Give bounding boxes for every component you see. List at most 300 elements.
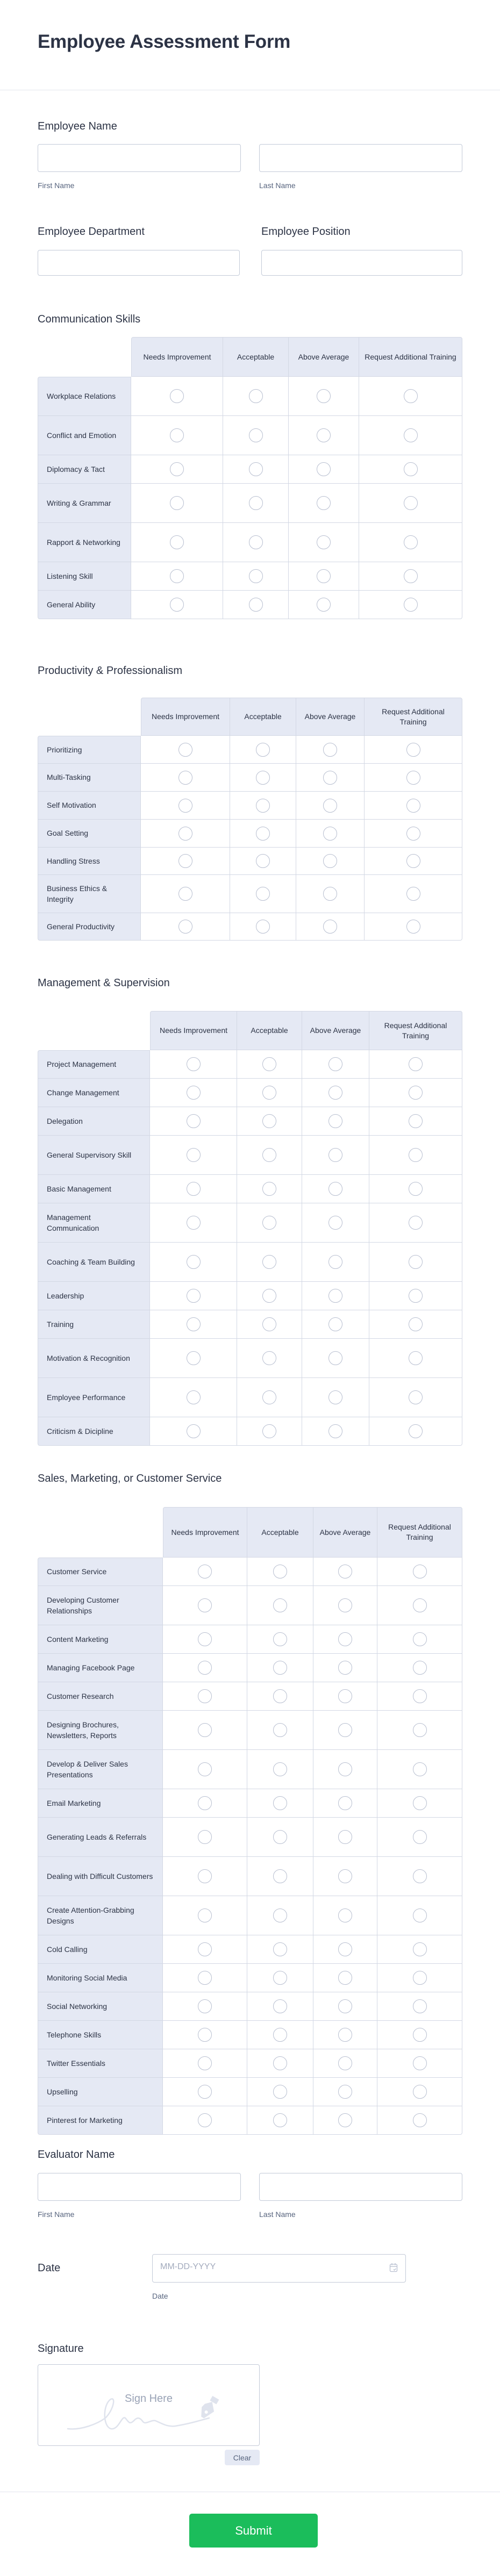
rating-radio[interactable]	[256, 827, 270, 841]
rating-radio[interactable]	[409, 1390, 423, 1404]
rating-radio[interactable]	[323, 920, 337, 934]
rating-radio[interactable]	[404, 428, 418, 442]
rating-radio[interactable]	[187, 1424, 201, 1438]
matrix-header-row	[38, 1011, 462, 1050]
rating-radio[interactable]	[409, 1216, 423, 1230]
rating-radio[interactable]	[273, 1661, 287, 1675]
row-label: Motivation & Recognition	[38, 1339, 150, 1378]
rating-radio[interactable]	[338, 1632, 352, 1646]
rating-radio[interactable]	[413, 1598, 427, 1612]
submit-button[interactable]: Submit	[189, 2514, 318, 2548]
clear-signature-button[interactable]: Clear	[225, 2450, 260, 2465]
rating-radio[interactable]	[409, 1289, 423, 1303]
matrix-cell	[247, 1625, 313, 1654]
row-label: General Productivity	[38, 913, 141, 941]
rating-radio[interactable]	[198, 1999, 212, 2013]
rating-radio[interactable]	[198, 1632, 212, 1646]
matrix-cell	[359, 455, 462, 484]
evaluator-name-label: Evaluator Name	[38, 2149, 115, 2161]
rating-radio[interactable]	[198, 1971, 212, 1985]
rating-radio[interactable]	[328, 1182, 342, 1196]
rating-radio[interactable]	[404, 462, 418, 476]
rating-radio[interactable]	[262, 1182, 276, 1196]
rating-radio[interactable]	[413, 1999, 427, 2013]
rating-radio[interactable]	[178, 887, 192, 901]
matrix-row	[38, 1050, 462, 1079]
rating-radio[interactable]	[338, 1869, 352, 1883]
rating-radio[interactable]	[323, 887, 337, 901]
rating-radio[interactable]	[338, 1830, 352, 1844]
matrix-cell	[247, 1818, 313, 1857]
employee-position-input[interactable]	[261, 250, 462, 276]
matrix-row	[38, 736, 462, 764]
matrix-cell	[223, 455, 289, 484]
matrix-cell	[131, 591, 223, 619]
rating-radio[interactable]	[413, 1942, 427, 1956]
rating-radio[interactable]	[404, 569, 418, 583]
matrix-cell	[313, 1654, 377, 1682]
matrix-row	[38, 1654, 462, 1682]
rating-radio[interactable]	[262, 1255, 276, 1269]
rating-radio[interactable]	[409, 1255, 423, 1269]
rating-radio[interactable]	[317, 535, 331, 549]
row-label: Leadership	[38, 1282, 150, 1310]
matrix-cell	[313, 2049, 377, 2078]
rating-radio[interactable]	[273, 2085, 287, 2099]
rating-radio[interactable]	[323, 827, 337, 841]
rating-radio[interactable]	[178, 743, 192, 757]
rating-radio[interactable]	[198, 2113, 212, 2127]
row-label: Designing Brochures, Newsletters, Reports	[38, 1711, 163, 1750]
column-header: Above Average	[313, 1507, 377, 1558]
row-label: Project Management	[38, 1050, 150, 1079]
matrix-cell	[162, 1750, 247, 1789]
matrix-cell	[302, 1282, 369, 1310]
rating-radio[interactable]	[406, 854, 420, 868]
matrix-row	[38, 377, 462, 416]
rating-radio[interactable]	[406, 827, 420, 841]
rating-radio[interactable]	[328, 1317, 342, 1331]
rating-radio[interactable]	[328, 1114, 342, 1128]
matrix-cell	[313, 2106, 377, 2135]
evaluator-first-name-input[interactable]	[38, 2173, 241, 2201]
rating-radio[interactable]	[262, 1114, 276, 1128]
matrix-cell	[230, 848, 296, 875]
rating-radio[interactable]	[187, 1216, 201, 1230]
column-header: Needs Improvement	[150, 1011, 237, 1050]
rating-radio[interactable]	[338, 1762, 352, 1776]
evaluator-last-name-sublabel: Last Name	[259, 2210, 296, 2219]
matrix-cell	[288, 562, 359, 591]
rating-radio[interactable]	[198, 2056, 212, 2070]
rating-radio[interactable]	[273, 2113, 287, 2127]
matrix-cell	[302, 1079, 369, 1107]
rating-radio[interactable]	[170, 389, 184, 403]
rating-radio[interactable]	[170, 598, 184, 612]
rating-radio[interactable]	[406, 799, 420, 813]
matrix-cell	[296, 875, 365, 913]
matrix-cell	[313, 1750, 377, 1789]
rating-radio[interactable]	[317, 569, 331, 583]
rating-radio[interactable]	[328, 1390, 342, 1404]
column-header: Request Additional Training	[359, 337, 462, 377]
rating-radio[interactable]	[262, 1317, 276, 1331]
rating-radio[interactable]	[256, 771, 270, 785]
rating-radio[interactable]	[249, 569, 263, 583]
rating-radio[interactable]	[178, 799, 192, 813]
row-label: Change Management	[38, 1079, 150, 1107]
rating-radio[interactable]	[323, 799, 337, 813]
row-label: Goal Setting	[38, 820, 141, 848]
rating-radio[interactable]	[338, 1689, 352, 1703]
rating-radio[interactable]	[187, 1390, 201, 1404]
rating-radio[interactable]	[262, 1148, 276, 1162]
employee-first-name-input[interactable]	[38, 144, 241, 172]
form-title: Employee Assessment Form	[38, 31, 291, 52]
rating-radio[interactable]	[338, 1999, 352, 2013]
rating-radio[interactable]	[338, 2085, 352, 2099]
matrix-cell	[140, 875, 230, 913]
row-label: General Ability	[38, 591, 131, 619]
column-header: Request Additional Training	[377, 1507, 462, 1558]
rating-radio[interactable]	[273, 1908, 287, 1922]
rating-radio[interactable]	[328, 1148, 342, 1162]
matrix-cell	[223, 416, 289, 455]
matrix-row	[38, 913, 462, 941]
rating-radio[interactable]	[198, 1565, 212, 1578]
rating-radio[interactable]	[178, 771, 192, 785]
rating-radio[interactable]	[170, 535, 184, 549]
employee-last-name-input[interactable]	[259, 144, 462, 172]
rating-radio[interactable]	[338, 1565, 352, 1578]
matrix-row	[38, 1107, 462, 1136]
rating-radio[interactable]	[256, 887, 270, 901]
matrix-row	[38, 1310, 462, 1339]
rating-radio[interactable]	[187, 1255, 201, 1269]
rating-radio[interactable]	[262, 1351, 276, 1365]
rating-radio[interactable]	[198, 1942, 212, 1956]
rating-radio[interactable]	[406, 887, 420, 901]
rating-radio[interactable]	[404, 598, 418, 612]
rating-radio[interactable]	[338, 1971, 352, 1985]
matrix-cell	[162, 1896, 247, 1935]
rating-radio[interactable]	[413, 1723, 427, 1737]
rating-radio[interactable]	[273, 1598, 287, 1612]
rating-radio[interactable]	[256, 743, 270, 757]
rating-radio[interactable]	[170, 496, 184, 510]
calendar-icon[interactable]	[389, 2263, 398, 2272]
row-label: Training	[38, 1310, 150, 1339]
rating-radio[interactable]	[198, 1869, 212, 1883]
rating-radio[interactable]	[409, 1182, 423, 1196]
matrix-cell	[313, 2078, 377, 2106]
rating-radio[interactable]	[413, 1830, 427, 1844]
rating-radio[interactable]	[404, 535, 418, 549]
rating-radio[interactable]	[328, 1351, 342, 1365]
matrix-cell	[162, 2049, 247, 2078]
matrix-header-row	[38, 698, 462, 736]
rating-radio[interactable]	[198, 1762, 212, 1776]
rating-radio[interactable]	[262, 1216, 276, 1230]
rating-radio[interactable]	[273, 2056, 287, 2070]
rating-radio[interactable]	[198, 1723, 212, 1737]
rating-radio[interactable]	[187, 1114, 201, 1128]
rating-radio[interactable]	[413, 1869, 427, 1883]
rating-radio[interactable]	[262, 1086, 276, 1100]
rating-radio[interactable]	[198, 1796, 212, 1810]
rating-radio[interactable]	[409, 1351, 423, 1365]
matrix-cell	[377, 1586, 462, 1625]
rating-radio[interactable]	[317, 496, 331, 510]
matrix-cell	[364, 820, 462, 848]
matrix-cell	[313, 1711, 377, 1750]
matrix-cell	[247, 1857, 313, 1896]
row-label: Dealing with Difficult Customers	[38, 1857, 163, 1896]
rating-radio[interactable]	[198, 2028, 212, 2042]
rating-radio[interactable]	[317, 462, 331, 476]
rating-radio[interactable]	[187, 1057, 201, 1071]
rating-radio[interactable]	[198, 1908, 212, 1922]
rating-radio[interactable]	[409, 1317, 423, 1331]
rating-radio[interactable]	[323, 743, 337, 757]
matrix-cell	[230, 820, 296, 848]
rating-radio[interactable]	[413, 1661, 427, 1675]
rating-radio[interactable]	[413, 1971, 427, 1985]
matrix-cell	[377, 1789, 462, 1818]
rating-radio[interactable]	[262, 1057, 276, 1071]
employee-first-name-sublabel: First Name	[38, 181, 75, 190]
matrix-cell	[302, 1310, 369, 1339]
rating-radio[interactable]	[323, 854, 337, 868]
matrix-cell	[288, 523, 359, 562]
rating-radio[interactable]	[170, 569, 184, 583]
rating-radio[interactable]	[409, 1424, 423, 1438]
rating-radio[interactable]	[413, 1762, 427, 1776]
rating-radio[interactable]	[198, 1830, 212, 1844]
matrix-cell	[302, 1136, 369, 1175]
matrix-cell	[313, 1625, 377, 1654]
rating-radio[interactable]	[413, 1908, 427, 1922]
matrix-cell	[377, 2078, 462, 2106]
rating-radio[interactable]	[409, 1114, 423, 1128]
matrix-row	[38, 2049, 462, 2078]
rating-radio[interactable]	[273, 1565, 287, 1578]
matrix-cell	[230, 913, 296, 941]
rating-radio[interactable]	[273, 1830, 287, 1844]
matrix-row	[38, 1992, 462, 2021]
signature-pad[interactable]	[38, 2364, 260, 2446]
rating-radio[interactable]	[338, 1796, 352, 1810]
rating-radio[interactable]	[273, 1999, 287, 2013]
row-label: Content Marketing	[38, 1625, 163, 1654]
rating-radio[interactable]	[262, 1424, 276, 1438]
date-sublabel: Date	[152, 2292, 168, 2300]
matrix-cell	[288, 484, 359, 523]
rating-radio[interactable]	[328, 1424, 342, 1438]
matrix-row	[38, 1789, 462, 1818]
matrix-cell	[296, 848, 365, 875]
matrix-cell	[247, 1964, 313, 1992]
employee-department-input[interactable]	[38, 250, 240, 276]
form-header	[0, 0, 500, 90]
rating-radio[interactable]	[338, 1908, 352, 1922]
rating-radio[interactable]	[404, 496, 418, 510]
rating-radio[interactable]	[328, 1255, 342, 1269]
column-header: Acceptable	[237, 1011, 302, 1050]
matrix-cell	[377, 1625, 462, 1654]
row-label: Prioritizing	[38, 736, 141, 764]
rating-radio[interactable]	[338, 1942, 352, 1956]
matrix-cell	[237, 1417, 302, 1446]
rating-radio[interactable]	[413, 1689, 427, 1703]
rating-radio[interactable]	[338, 1661, 352, 1675]
matrix-cell	[131, 562, 223, 591]
matrix-cell	[359, 562, 462, 591]
rating-radio[interactable]	[328, 1289, 342, 1303]
row-label: Email Marketing	[38, 1789, 163, 1818]
rating-radio[interactable]	[328, 1086, 342, 1100]
rating-radio[interactable]	[406, 743, 420, 757]
rating-radio[interactable]	[249, 598, 263, 612]
rating-radio[interactable]	[249, 496, 263, 510]
rating-radio[interactable]	[273, 1689, 287, 1703]
matrix-cell	[377, 1935, 462, 1964]
matrix-cell	[162, 2106, 247, 2135]
rating-radio[interactable]	[249, 535, 263, 549]
column-header: Needs Improvement	[131, 337, 223, 377]
matrix-cell	[247, 1586, 313, 1625]
rating-radio[interactable]	[323, 771, 337, 785]
matrix-row	[38, 1136, 462, 1175]
rating-radio[interactable]	[338, 2056, 352, 2070]
row-label: Telephone Skills	[38, 2021, 163, 2049]
rating-radio[interactable]	[256, 920, 270, 934]
matrix-cell	[296, 913, 365, 941]
rating-radio[interactable]	[262, 1390, 276, 1404]
matrix-cell	[149, 1339, 237, 1378]
rating-radio[interactable]	[249, 389, 263, 403]
matrix-cell	[288, 377, 359, 416]
rating-radio[interactable]	[413, 2085, 427, 2099]
rating-radio[interactable]	[187, 1148, 201, 1162]
rating-radio[interactable]	[273, 1942, 287, 1956]
matrix-cell	[364, 764, 462, 792]
rating-radio[interactable]	[273, 1869, 287, 1883]
rating-radio[interactable]	[338, 2028, 352, 2042]
rating-radio[interactable]	[273, 1632, 287, 1646]
rating-radio[interactable]	[178, 920, 192, 934]
rating-radio[interactable]	[273, 1762, 287, 1776]
rating-radio[interactable]	[317, 389, 331, 403]
matrix-cell	[247, 1654, 313, 1682]
matrix-cell	[369, 1243, 462, 1282]
rating-radio[interactable]	[338, 1723, 352, 1737]
rating-radio[interactable]	[198, 1689, 212, 1703]
rating-radio[interactable]	[170, 462, 184, 476]
rating-radio[interactable]	[406, 920, 420, 934]
matrix-cell	[223, 591, 289, 619]
rating-radio[interactable]	[187, 1289, 201, 1303]
rating-radio[interactable]	[273, 1971, 287, 1985]
rating-radio[interactable]	[413, 2056, 427, 2070]
rating-radio[interactable]	[178, 854, 192, 868]
matrix-row	[38, 1682, 462, 1711]
row-label: Writing & Grammar	[38, 484, 131, 523]
rating-radio[interactable]	[170, 428, 184, 442]
rating-matrix	[38, 1011, 462, 1446]
matrix-cell	[369, 1417, 462, 1446]
rating-radio[interactable]	[328, 1057, 342, 1071]
rating-matrix	[38, 1507, 462, 2135]
rating-radio[interactable]	[187, 1086, 201, 1100]
rating-radio[interactable]	[256, 799, 270, 813]
rating-radio[interactable]	[249, 462, 263, 476]
matrix-cell	[296, 764, 365, 792]
evaluator-last-name-input[interactable]	[259, 2173, 462, 2201]
rating-radio[interactable]	[404, 389, 418, 403]
row-label: Develop & Deliver Sales Presentations	[38, 1750, 163, 1789]
matrix-row	[38, 562, 462, 591]
rating-radio[interactable]	[273, 1796, 287, 1810]
rating-radio[interactable]	[409, 1148, 423, 1162]
rating-radio[interactable]	[413, 1796, 427, 1810]
rating-radio[interactable]	[413, 1565, 427, 1578]
rating-radio[interactable]	[406, 771, 420, 785]
matrix-cell	[364, 736, 462, 764]
rating-radio[interactable]	[413, 2113, 427, 2127]
row-label: Developing Customer Relationships	[38, 1586, 163, 1625]
matrix-cell	[364, 875, 462, 913]
rating-radio[interactable]	[328, 1216, 342, 1230]
row-label: Managing Facebook Page	[38, 1654, 163, 1682]
matrix-cell	[302, 1203, 369, 1243]
row-label: Pinterest for Marketing	[38, 2106, 163, 2135]
matrix-cell	[247, 1992, 313, 2021]
rating-radio[interactable]	[198, 1661, 212, 1675]
row-label: General Supervisory Skill	[38, 1136, 150, 1175]
matrix-cell	[237, 1339, 302, 1378]
rating-radio[interactable]	[273, 1723, 287, 1737]
rating-radio[interactable]	[262, 1289, 276, 1303]
rating-radio[interactable]	[409, 1086, 423, 1100]
rating-radio[interactable]	[187, 1182, 201, 1196]
rating-radio[interactable]	[198, 2085, 212, 2099]
rating-radio[interactable]	[187, 1317, 201, 1331]
rating-radio[interactable]	[187, 1351, 201, 1365]
rating-radio[interactable]	[413, 1632, 427, 1646]
matrix-cell	[237, 1282, 302, 1310]
rating-radio[interactable]	[256, 854, 270, 868]
matrix-cell	[369, 1107, 462, 1136]
rating-radio[interactable]	[409, 1057, 423, 1071]
rating-radio[interactable]	[249, 428, 263, 442]
matrix-cell	[237, 1243, 302, 1282]
section-title: Sales, Marketing, or Customer Service	[38, 1473, 222, 1484]
rating-radio[interactable]	[338, 2113, 352, 2127]
date-label: Date	[38, 2262, 61, 2274]
rating-radio[interactable]	[413, 2028, 427, 2042]
rating-radio[interactable]	[273, 2028, 287, 2042]
matrix-cell	[313, 1992, 377, 2021]
rating-radio[interactable]	[317, 598, 331, 612]
rating-radio[interactable]	[198, 1598, 212, 1612]
row-label: Delegation	[38, 1107, 150, 1136]
rating-radio[interactable]	[178, 827, 192, 841]
date-input[interactable]	[152, 2254, 406, 2283]
matrix-row	[38, 820, 462, 848]
rating-radio[interactable]	[317, 428, 331, 442]
rating-radio[interactable]	[338, 1598, 352, 1612]
